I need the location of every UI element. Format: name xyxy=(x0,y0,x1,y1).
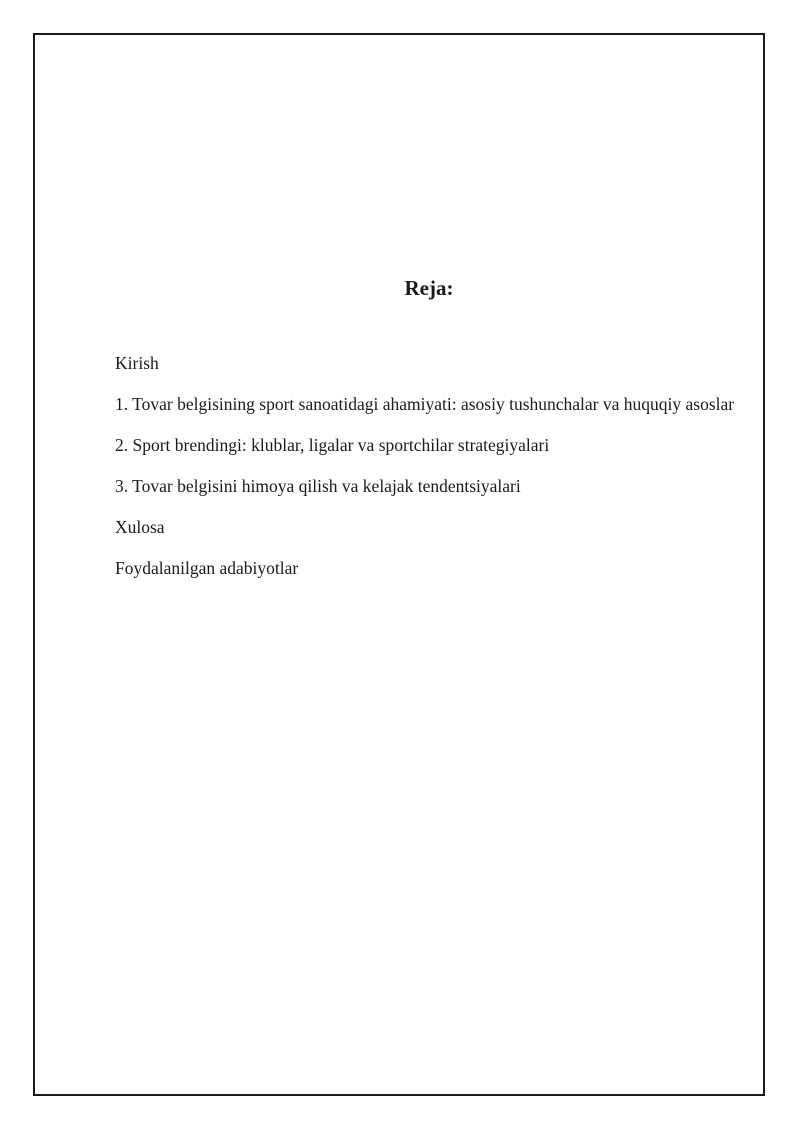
toc-item-chapter-2: 2. Sport brendingi: klublar, ligalar va sportchilar strategiyalari xyxy=(115,435,550,455)
toc-item-chapter-3: 3. Tovar belgisini himoya qilish va kelajak tendentsiyalari xyxy=(115,476,521,496)
toc-item-introduction: Kirish xyxy=(115,353,159,373)
table-of-contents xyxy=(115,348,735,594)
toc-item-chapter-1: 1. Tovar belgisining sport sanoatidagi ahamiyati: asosiy tushunchalar va huquqiy asoslar xyxy=(115,394,735,414)
toc-item-conclusion: Xulosa xyxy=(115,517,165,537)
plan-title: Reja: xyxy=(404,276,454,300)
toc-item-references: Foydalanilgan adabiyotlar xyxy=(115,558,299,578)
